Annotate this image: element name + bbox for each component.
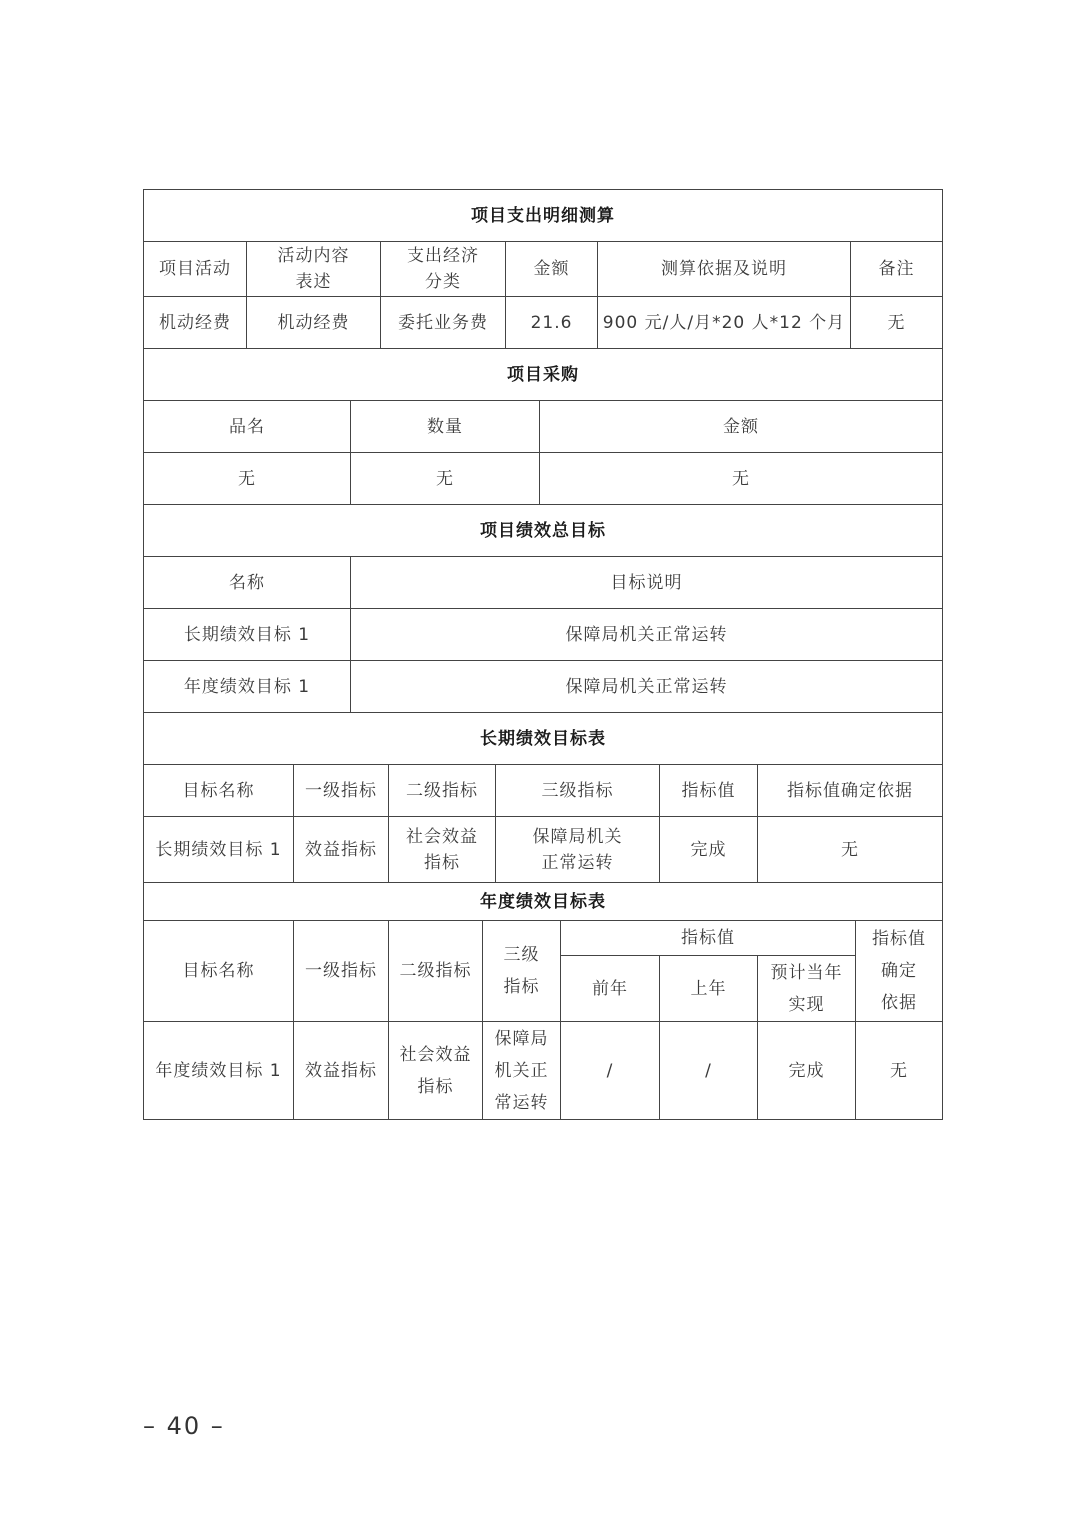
header-level3-line2: 指标 <box>503 977 540 997</box>
header-content <box>247 242 381 297</box>
header-value: 指标值 <box>561 921 856 956</box>
cell-quantity: 无 <box>351 453 540 505</box>
header-level3-line1: 三级 <box>503 945 540 965</box>
table-row <box>144 661 943 713</box>
header-level2: 二级指标 <box>389 921 483 1022</box>
table-row <box>144 453 943 505</box>
header-remark: 备注 <box>851 242 943 297</box>
cell-amount: 无 <box>540 453 943 505</box>
header-prev-year: 前年 <box>561 956 660 1022</box>
annual-goal-table <box>143 882 943 1120</box>
cell-expected: 完成 <box>758 1022 856 1120</box>
longterm-section-title: 长期绩效目标表 <box>144 713 943 765</box>
cell-level1: 效益指标 <box>294 1022 389 1120</box>
table-row <box>144 609 943 661</box>
overall-goal-table <box>143 504 943 713</box>
header-content-line1: 活动内容 <box>277 246 350 266</box>
cell-goal-desc: 保障局机关正常运转 <box>351 661 943 713</box>
cell-level2-line2: 指标 <box>424 852 460 873</box>
expense-detail-table <box>143 189 943 349</box>
header-basis-line2: 确定 <box>881 961 917 981</box>
cell-level1: 效益指标 <box>294 817 389 883</box>
annual-section-title: 年度绩效目标表 <box>144 883 943 921</box>
cell-level2 <box>389 817 496 883</box>
header-amount: 金额 <box>506 242 598 297</box>
procurement-section-title: 项目采购 <box>144 349 943 401</box>
cell-level2-line2: 指标 <box>417 1076 454 1097</box>
cell-level3-line3: 常运转 <box>494 1092 549 1113</box>
header-activity: 项目活动 <box>144 242 247 297</box>
table-row <box>144 817 943 883</box>
document-tables <box>143 189 942 1120</box>
header-class-line1: 支出经济 <box>407 246 479 266</box>
expense-section-title: 项目支出明细测算 <box>144 190 943 242</box>
cell-level3 <box>496 817 660 883</box>
cell-value: 完成 <box>660 817 758 883</box>
procurement-table <box>143 348 943 505</box>
cell-basis: 900 元/人/月*20 人*12 个月 <box>598 297 851 349</box>
header-item-name: 品名 <box>144 401 351 453</box>
header-class-line2: 分类 <box>425 272 461 292</box>
cell-level3-line1: 保障局机关 <box>532 826 623 847</box>
cell-level3-line2: 机关正 <box>494 1060 549 1081</box>
header-last-year: 上年 <box>660 956 758 1022</box>
header-level3 <box>483 921 561 1022</box>
table-row <box>144 297 943 349</box>
cell-last-year: / <box>660 1022 758 1120</box>
cell-remark: 无 <box>851 297 943 349</box>
cell-basis: 无 <box>758 817 943 883</box>
cell-level2-line1: 社会效益 <box>406 826 478 847</box>
cell-activity: 机动经费 <box>144 297 247 349</box>
header-goal-desc: 目标说明 <box>351 557 943 609</box>
page-number: – 40 – <box>143 1412 225 1440</box>
cell-level3-line2: 正常运转 <box>541 852 614 873</box>
header-expected <box>758 956 856 1022</box>
header-class <box>381 242 506 297</box>
header-expected-line1: 预计当年 <box>770 962 843 983</box>
overall-section-title: 项目绩效总目标 <box>144 505 943 557</box>
cell-amount: 21.6 <box>506 297 598 349</box>
header-level3: 三级指标 <box>496 765 660 817</box>
header-value: 指标值 <box>660 765 758 817</box>
header-goal-name: 目标名称 <box>144 765 294 817</box>
cell-basis: 无 <box>856 1022 943 1120</box>
header-basis: 测算依据及说明 <box>598 242 851 297</box>
header-amount: 金额 <box>540 401 943 453</box>
header-level2: 二级指标 <box>389 765 496 817</box>
cell-item-name: 无 <box>144 453 351 505</box>
header-level1: 一级指标 <box>294 765 389 817</box>
cell-level2-line1: 社会效益 <box>399 1044 472 1065</box>
header-expected-line2: 实现 <box>788 994 825 1015</box>
cell-class: 委托业务费 <box>381 297 506 349</box>
cell-level3 <box>483 1022 561 1120</box>
cell-level3-line1: 保障局 <box>494 1028 549 1049</box>
header-basis: 指标值确定依据 <box>758 765 943 817</box>
header-basis <box>856 921 943 1022</box>
cell-content: 机动经费 <box>247 297 381 349</box>
longterm-goal-table <box>143 712 943 883</box>
cell-goal-name: 年度绩效目标 1 <box>144 1022 294 1120</box>
header-level1: 一级指标 <box>294 921 389 1022</box>
cell-name: 年度绩效目标 1 <box>144 661 351 713</box>
table-row <box>144 1022 943 1120</box>
header-goal-name: 目标名称 <box>144 921 294 1022</box>
header-basis-line3: 依据 <box>881 993 917 1013</box>
cell-goal-desc: 保障局机关正常运转 <box>351 609 943 661</box>
header-basis-line1: 指标值 <box>872 929 926 949</box>
cell-prev-year: / <box>561 1022 660 1120</box>
cell-name: 长期绩效目标 1 <box>144 609 351 661</box>
cell-goal-name: 长期绩效目标 1 <box>144 817 294 883</box>
header-quantity: 数量 <box>351 401 540 453</box>
header-name: 名称 <box>144 557 351 609</box>
cell-level2 <box>389 1022 483 1120</box>
header-content-line2: 表述 <box>295 272 332 292</box>
